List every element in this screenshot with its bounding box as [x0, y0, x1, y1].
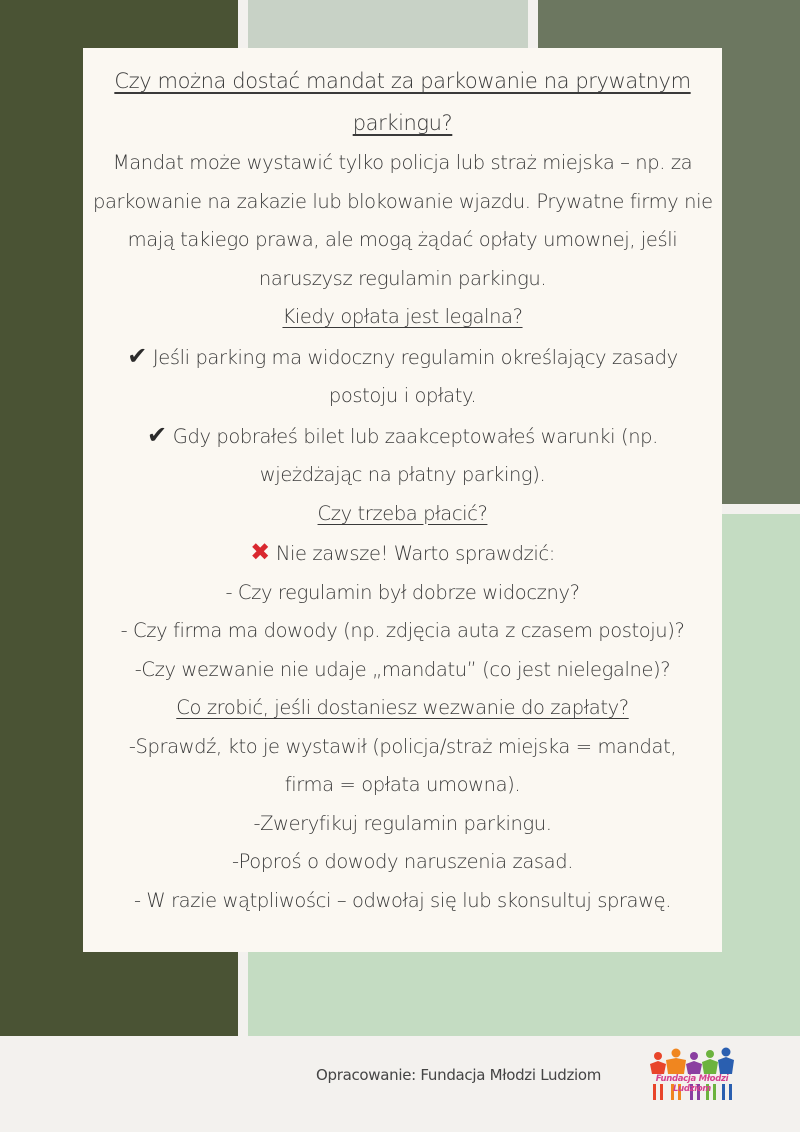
checklist-item-text: Gdy pobrałeś bilet lub zaakceptowałeś warunki (np. — [172, 424, 658, 448]
advice-line: -Zweryfikuj regulamin parkingu. — [253, 811, 552, 835]
article-title-line2: parkingu? — [352, 111, 453, 135]
decor-block-mint-bottom — [248, 952, 800, 1036]
article-title-line1: Czy można dostać mandat za parkowanie na prywatnym — [114, 69, 691, 93]
checklist-item-continuation: wjeżdżając na płatny parking). — [259, 463, 546, 486]
content-card — [83, 48, 722, 952]
intro-line: naruszysz regulamin parkingu. — [258, 266, 547, 290]
logo-text: Fundacja Młodzi Ludziom — [655, 1074, 729, 1094]
footer-credit: Opracowanie: Fundacja Młodzi Ludziom — [316, 1066, 602, 1084]
check-icon: ✔ — [147, 420, 167, 449]
section-lead-text: Nie zawsze! Warto sprawdzić: — [275, 542, 555, 565]
advice-line: -Sprawdź, kto je wystawił (policja/straż miejska = mandat, — [128, 734, 677, 758]
question-line: - Czy regulamin był dobrze widoczny? — [225, 580, 580, 604]
intro-line: mają takiego prawa, ale mogą żądać opłaty umownej, jeśli — [127, 228, 678, 251]
advice-line: firma = opłata umowna). — [284, 773, 521, 796]
advice-line: -Poproś o dowody naruszenia zasad. — [232, 850, 573, 873]
check-icon: ✔ — [127, 341, 147, 370]
cross-icon: ✖ — [250, 538, 270, 566]
advice-line: - W razie wątpliwości – odwołaj się lub skonsultuj sprawę. — [133, 888, 672, 912]
section-heading-pay: Czy trzeba płacić? — [317, 501, 488, 525]
checklist-item — [93, 337, 712, 378]
section-heading-legal: Kiedy opłata jest legalna? — [282, 305, 523, 328]
checklist-item-continuation: postoju i opłaty. — [328, 384, 477, 407]
section-heading-what-to-do: Co zrobić, jeśli dostaniesz wezwanie do zapłaty? — [176, 696, 629, 719]
checklist-item — [93, 416, 712, 457]
foundation-logo — [644, 1044, 740, 1104]
question-line: -Czy wezwanie nie udaje „mandatu” (co jest nielegalne)? — [134, 657, 671, 681]
section-lead — [93, 533, 712, 574]
question-line: - Czy firma ma dowody (np. zdjęcia auta z czasem postoju)? — [120, 619, 685, 642]
decor-block-pale-top — [248, 0, 528, 48]
intro-line: parkowanie na zakazie lub blokowanie wjazdu. Prywatne firmy nie — [93, 189, 713, 213]
checklist-item-text: Jeśli parking ma widoczny regulamin określający zasady — [152, 345, 678, 369]
intro-line: Mandat może wystawić tylko policja lub straż miejska – np. za — [112, 151, 693, 174]
